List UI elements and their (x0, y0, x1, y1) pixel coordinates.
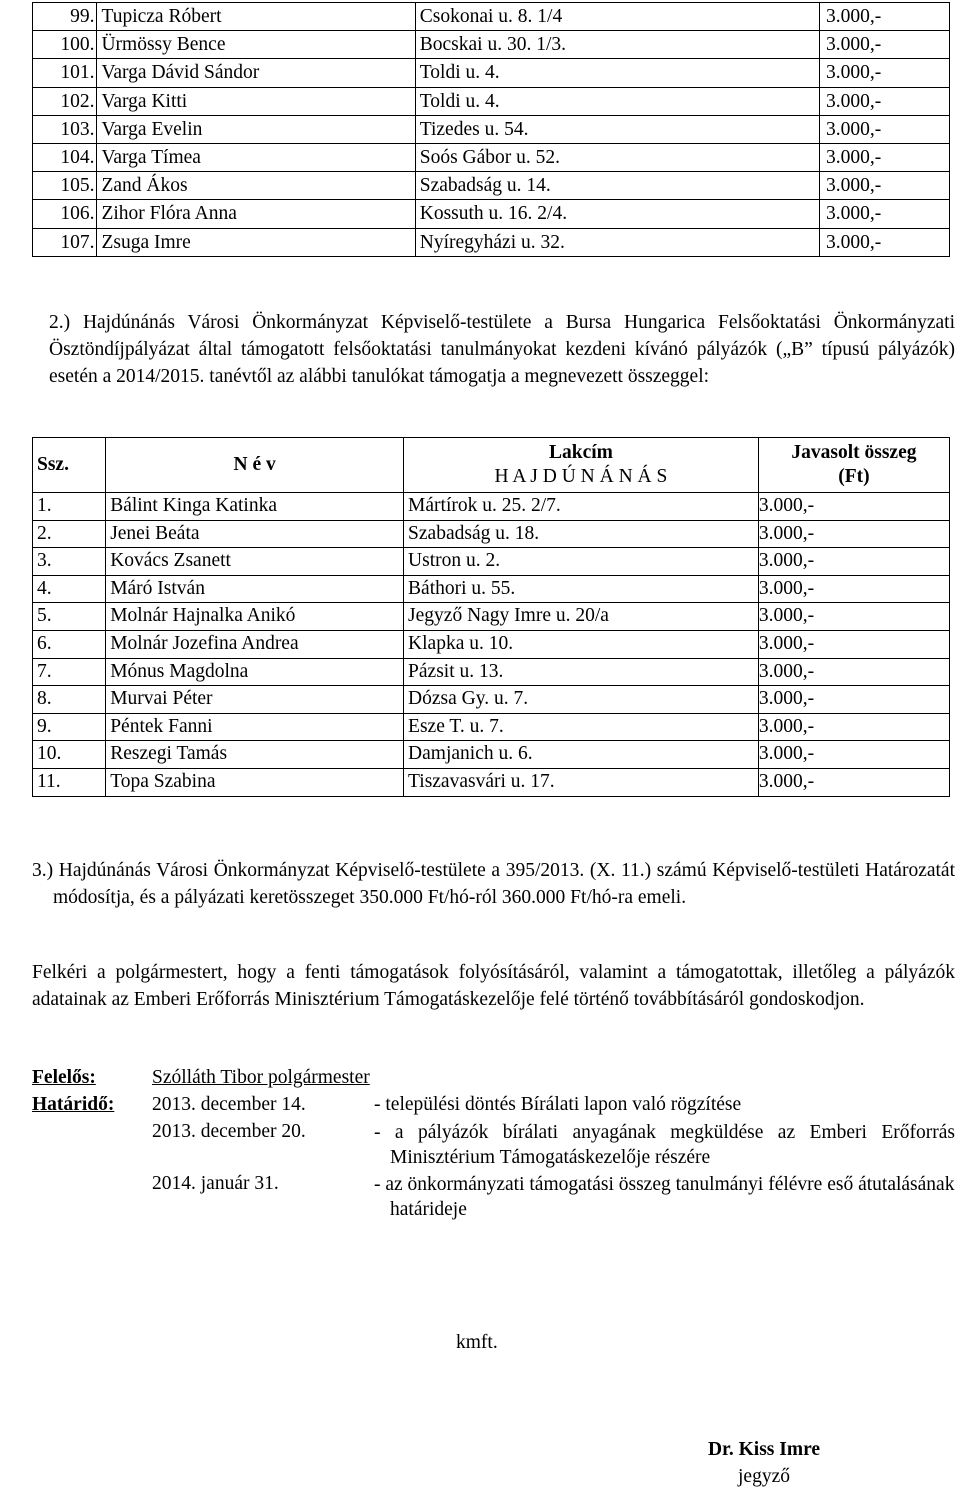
responsible-name: Szólláth Tibor polgármester (152, 1067, 370, 1088)
row-amount: 3.000,- (758, 658, 949, 686)
header-amount-line2: (Ft) (838, 466, 870, 487)
header-city: H A J D Ú N Á N Á S (494, 466, 668, 487)
row-address: Toldi u. 4. (415, 59, 819, 87)
row-address: Klapka u. 10. (404, 630, 759, 658)
row-number: 105. (33, 172, 97, 200)
table-row (33, 768, 950, 796)
table-row (33, 3, 950, 31)
row-name: Tupicza Róbert (97, 3, 415, 31)
row-number: 106. (33, 200, 97, 228)
row-address: Tizedes u. 54. (415, 115, 819, 143)
row-address: Pázsit u. 13. (404, 658, 759, 686)
row-number: 99. (33, 3, 97, 31)
table-row (33, 741, 950, 769)
signature-title: jegyző (738, 1466, 790, 1487)
row-amount: 3.000,- (758, 630, 949, 658)
row-name: Zand Ákos (97, 172, 415, 200)
row-amount: 3.000,- (758, 493, 949, 521)
section-3-paragraph (32, 857, 955, 911)
row-name: Kovács Zsanett (106, 548, 404, 576)
table-row (33, 115, 950, 143)
row-amount: 3.000,- (820, 59, 950, 87)
row-name: Máró István (106, 575, 404, 603)
hajdunanas-recipient-table (32, 437, 950, 797)
row-amount: 3.000,- (820, 200, 950, 228)
row-number: 8. (33, 686, 106, 714)
row-name: Varga Kitti (97, 87, 415, 115)
table-row (33, 713, 950, 741)
row-amount: 3.000,- (758, 575, 949, 603)
row-amount: 3.000,- (820, 3, 950, 31)
signature-name: Dr. Kiss Imre (707, 1439, 821, 1460)
table-row (33, 31, 950, 59)
row-name: Molnár Jozefina Andrea (106, 630, 404, 658)
table-row (33, 143, 950, 171)
table-row (33, 200, 950, 228)
row-number: 100. (33, 31, 97, 59)
row-amount: 3.000,- (820, 143, 950, 171)
header-lakcim-label: Lakcím (548, 442, 613, 463)
row-number: 4. (33, 575, 106, 603)
row-name: Varga Dávid Sándor (97, 59, 415, 87)
deadline-text-2: - a pályázók bírálati anyagának megküldése az Emberi Erőforrás Minisztérium Támogatáskezelője részére (374, 1122, 955, 1168)
request-paragraph (32, 959, 955, 1013)
row-address: Dózsa Gy. u. 7. (404, 686, 759, 714)
header-amount-line1: Javasolt összeg (791, 442, 917, 463)
section-3-number: 3.) (32, 860, 54, 881)
row-address: Damjanich u. 6. (404, 741, 759, 769)
table-row (33, 686, 950, 714)
row-number: 101. (33, 59, 97, 87)
row-address: Nyíregyházi u. 32. (415, 228, 819, 256)
row-number: 104. (33, 143, 97, 171)
row-amount: 3.000,- (758, 548, 949, 576)
row-amount: 3.000,- (758, 603, 949, 631)
kmft-label: kmft. (456, 1332, 498, 1353)
row-number: 102. (33, 87, 97, 115)
row-amount: 3.000,- (758, 686, 949, 714)
row-address: Báthori u. 55. (404, 575, 759, 603)
table1-body (33, 3, 950, 257)
table-row (33, 548, 950, 576)
section-2-paragraph (49, 309, 955, 390)
table2-header (33, 438, 950, 493)
row-amount: 3.000,- (820, 172, 950, 200)
request-text: Felkéri a polgármestert, hogy a fenti támogatások folyósításáról, valamint a támogatottak, illetőleg a pályázók adatainak az Emberi Erőforrás Minisztérium Támogatáskezelője felé történő továbbításáról gondoskodjon. (32, 962, 955, 1010)
row-address: Ustron u. 2. (404, 548, 759, 576)
row-address: Csokonai u. 8. 1/4 (415, 3, 819, 31)
row-name: Mónus Magdolna (106, 658, 404, 686)
table2-body (33, 493, 950, 797)
row-name: Varga Tímea (97, 143, 415, 171)
row-name: Murvai Péter (106, 686, 404, 714)
row-amount: 3.000,- (820, 31, 950, 59)
row-number: 9. (33, 713, 106, 741)
scholarship-list-table-continued (32, 2, 950, 257)
row-address: Tiszavasvári u. 17. (404, 768, 759, 796)
row-address: Szabadság u. 18. (404, 520, 759, 548)
row-name: Zsuga Imre (97, 228, 415, 256)
row-name: Zihor Flóra Anna (97, 200, 415, 228)
table-row (33, 59, 950, 87)
row-number: 103. (33, 115, 97, 143)
row-name: Péntek Fanni (106, 713, 404, 741)
row-name: Molnár Hajnalka Anikó (106, 603, 404, 631)
deadline-date-1: 2013. december 14. (152, 1094, 306, 1115)
responsible-label: Felelős: (32, 1067, 96, 1088)
table-row (33, 493, 950, 521)
table-row (33, 228, 950, 256)
table-row (33, 658, 950, 686)
row-address: Jegyző Nagy Imre u. 20/a (404, 603, 759, 631)
header-nev: N é v (106, 438, 404, 493)
deadline-date-2: 2013. december 20. (152, 1121, 306, 1142)
row-name: Reszegi Tamás (106, 741, 404, 769)
row-number: 6. (33, 630, 106, 658)
row-address: Esze T. u. 7. (404, 713, 759, 741)
row-number: 2. (33, 520, 106, 548)
row-number: 7. (33, 658, 106, 686)
deadline-text-1: - települési döntés Bírálati lapon való rögzítése (374, 1094, 742, 1115)
row-address: Toldi u. 4. (415, 87, 819, 115)
row-name: Ürmössy Bence (97, 31, 415, 59)
section-2-text: Hajdúnánás Városi Önkormányzat Képviselő-testülete a Bursa Hungarica Felsőoktatási Önkormányzati Ösztöndíjpályázat által támogatott felsőoktatási tanulmányokat kezdeni kívánó pályázók („B” típusú pályázók) esetén a 2014/2015. tanévtől az alábbi tanulókat támogatja a megnevezett összeggel: (49, 312, 955, 387)
header-ssz: Ssz. (33, 438, 106, 493)
section-3-text: Hajdúnánás Városi Önkormányzat Képviselő-testülete a 395/2013. (X. 11.) számú Képviselő-testületi Határozatát módosítja, és a pályázati keretösszeget 350.000 Ft/hó-ról 360.000 Ft/hó-ra emeli. (53, 860, 955, 908)
header-amount (758, 438, 949, 493)
row-name: Jenei Beáta (106, 520, 404, 548)
row-number: 11. (33, 768, 106, 796)
row-amount: 3.000,- (758, 713, 949, 741)
row-address: Szabadság u. 14. (415, 172, 819, 200)
row-number: 1. (33, 493, 106, 521)
row-name: Bálint Kinga Katinka (106, 493, 404, 521)
deadline-label: Határidő: (32, 1094, 115, 1115)
row-amount: 3.000,- (758, 741, 949, 769)
row-number: 5. (33, 603, 106, 631)
row-name: Topa Szabina (106, 768, 404, 796)
row-address: Soós Gábor u. 52. (415, 143, 819, 171)
table-row (33, 520, 950, 548)
table-row (33, 87, 950, 115)
row-amount: 3.000,- (758, 768, 949, 796)
row-name: Varga Evelin (97, 115, 415, 143)
table-row (33, 630, 950, 658)
row-number: 3. (33, 548, 106, 576)
row-amount: 3.000,- (758, 520, 949, 548)
row-address: Kossuth u. 16. 2/4. (415, 200, 819, 228)
row-address: Mártírok u. 25. 2/7. (404, 493, 759, 521)
row-amount: 3.000,- (820, 87, 950, 115)
section-2-number: 2.) (49, 312, 71, 333)
row-amount: 3.000,- (820, 228, 950, 256)
table-row (33, 603, 950, 631)
row-address: Bocskai u. 30. 1/3. (415, 31, 819, 59)
row-number: 107. (33, 228, 97, 256)
header-lakcim (404, 438, 759, 493)
row-number: 10. (33, 741, 106, 769)
table-row (33, 575, 950, 603)
deadline-date-3: 2014. január 31. (152, 1173, 279, 1194)
table-row (33, 172, 950, 200)
deadline-text-3: - az önkormányzati támogatási összeg tanulmányi félévre eső átutalásának határideje (374, 1174, 955, 1220)
row-amount: 3.000,- (820, 115, 950, 143)
